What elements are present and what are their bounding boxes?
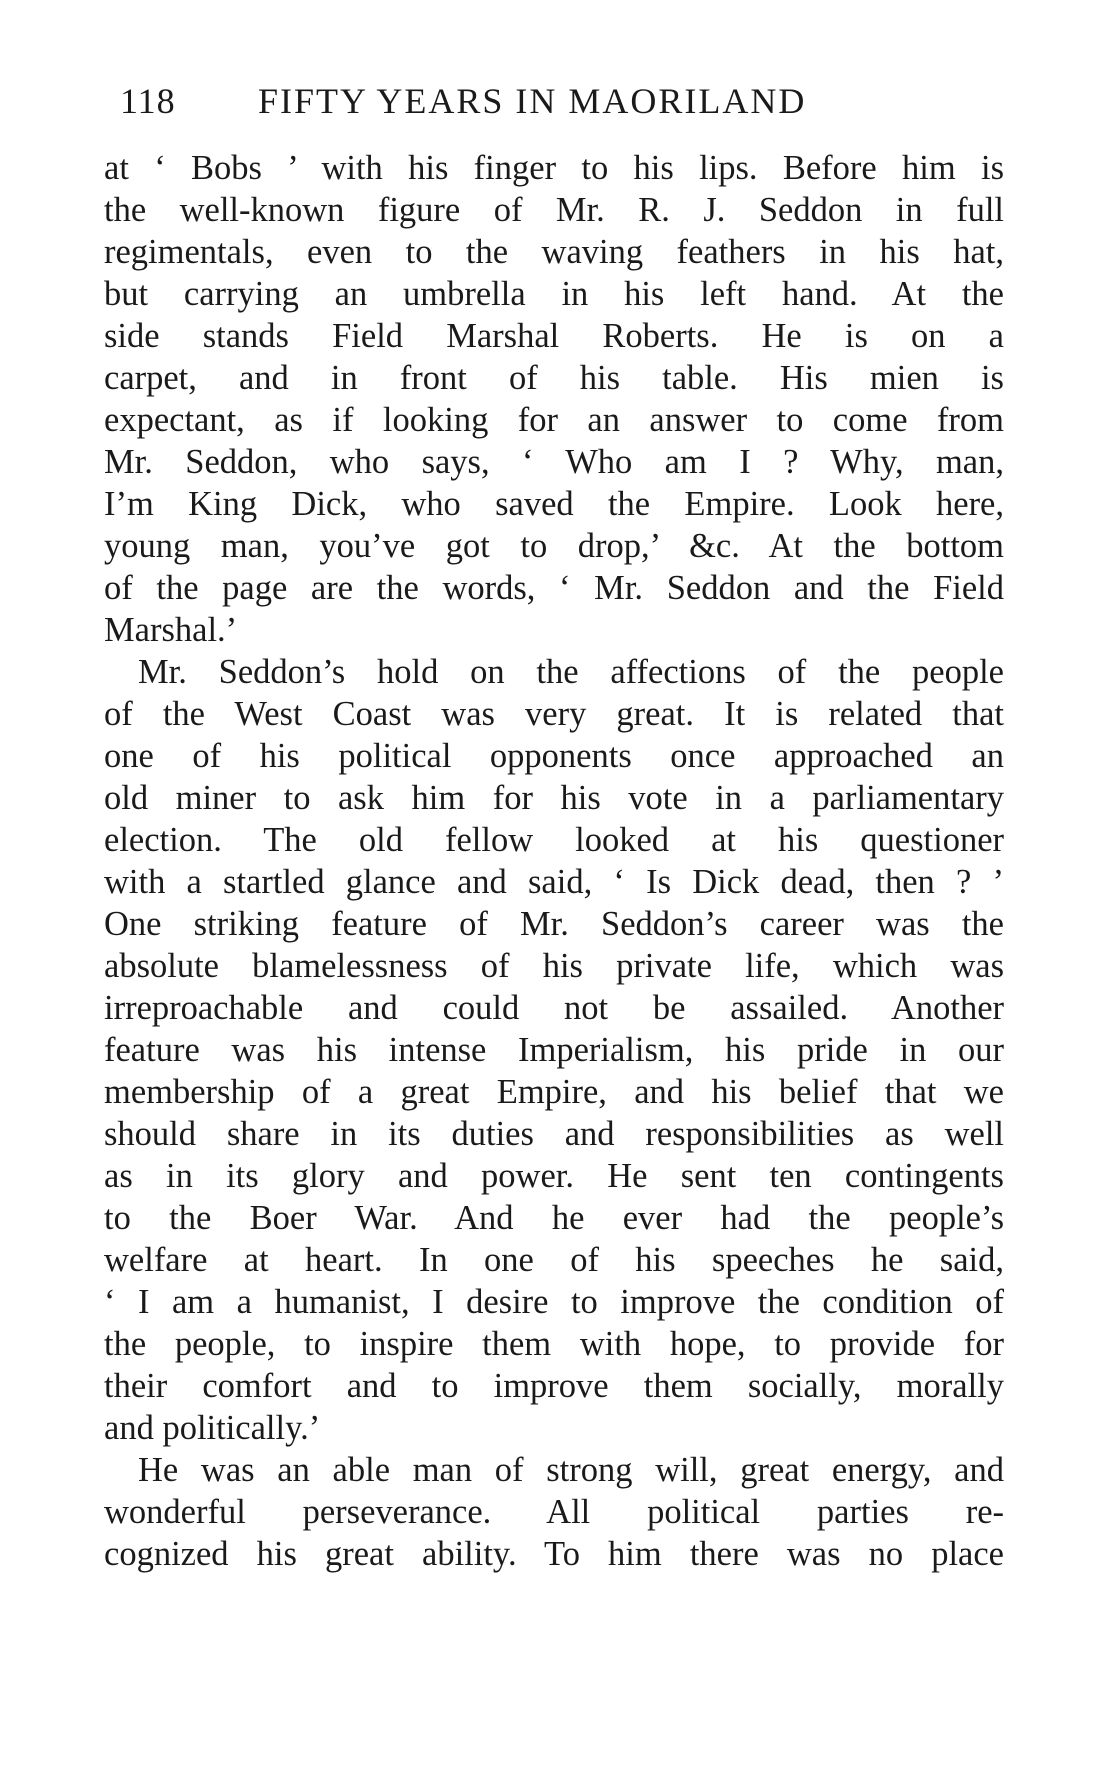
paragraph-1-line-3: regimentals, even to the waving feathers in his hat,	[104, 233, 1004, 271]
body-text	[104, 147, 1004, 1575]
paragraph-2-line-15: welfare at heart. In one of his speeches he said,	[104, 1241, 1004, 1279]
paragraph-1-line-8: Mr. Seddon, who says, ‘ Who am I ? Why, man,	[104, 443, 1004, 481]
paragraph-2-line-9: irreproachable and could not be assailed. Another	[104, 989, 1004, 1027]
paragraph-2-line-2: of the West Coast was very great. It is related that	[104, 695, 1004, 733]
paragraph-1-line-9: I’m King Dick, who saved the Empire. Look here,	[104, 485, 1004, 523]
paragraph-2-line-19: and politically.’	[104, 1409, 321, 1447]
paragraph-1-line-2: the well-known figure of Mr. R. J. Seddon in full	[104, 191, 1004, 229]
paragraph-2-line-1: Mr. Seddon’s hold on the affections of the people	[138, 653, 1004, 691]
paragraph-1-line-6: carpet, and in front of his table. His mien is	[104, 359, 1004, 397]
paragraph-2-line-13: as in its glory and power. He sent ten contingents	[104, 1157, 1004, 1195]
paragraph-3-line-3: cognized his great ability. To him there was no place	[104, 1535, 1004, 1573]
paragraph-2-line-16: ‘ I am a humanist, I desire to improve the condition of	[104, 1283, 1004, 1321]
paragraph-1-line-4: but carrying an umbrella in his left hand. At the	[104, 275, 1004, 313]
running-head	[120, 80, 1000, 130]
paragraph-2-line-4: old miner to ask him for his vote in a parliamentary	[104, 779, 1004, 817]
paragraph-3-line-1: He was an able man of strong will, great energy, and	[138, 1451, 1004, 1489]
paragraph-2-line-11: membership of a great Empire, and his belief that we	[104, 1073, 1004, 1111]
paragraph-1-line-12: Marshal.’	[104, 611, 238, 649]
paragraph-3-line-2: wonderful perseverance. All political parties re-	[104, 1493, 1004, 1531]
paragraph-2-line-7: One striking feature of Mr. Seddon’s career was the	[104, 905, 1004, 943]
paragraph-1-line-11: of the page are the words, ‘ Mr. Seddon and the Field	[104, 569, 1004, 607]
paragraph-2-line-12: should share in its duties and responsibilities as well	[104, 1115, 1004, 1153]
paragraph-2-line-8: absolute blamelessness of his private life, which was	[104, 947, 1004, 985]
paragraph-1-line-1: at ‘ Bobs ’ with his finger to his lips. Before him is	[104, 149, 1004, 187]
running-title: FIFTY YEARS IN MAORILAND	[258, 81, 807, 121]
paragraph-1-line-10: young man, you’ve got to drop,’ &c. At the bottom	[104, 527, 1004, 565]
paragraph-2-line-18: their comfort and to improve them socially, morally	[104, 1367, 1004, 1405]
page-number: 118	[120, 81, 176, 121]
paragraph-1-line-7: expectant, as if looking for an answer to come from	[104, 401, 1004, 439]
paragraph-2-line-6: with a startled glance and said, ‘ Is Dick dead, then ? ’	[104, 863, 1004, 901]
paragraph-2-line-3: one of his political opponents once approached an	[104, 737, 1004, 775]
paragraph-2-line-5: election. The old fellow looked at his questioner	[104, 821, 1004, 859]
paragraph-2-line-14: to the Boer War. And he ever had the people’s	[104, 1199, 1004, 1237]
paragraph-2-line-17: the people, to inspire them with hope, to provide for	[104, 1325, 1004, 1363]
paragraph-1-line-5: side stands Field Marshal Roberts. He is on a	[104, 317, 1004, 355]
paragraph-2-line-10: feature was his intense Imperialism, his pride in our	[104, 1031, 1004, 1069]
